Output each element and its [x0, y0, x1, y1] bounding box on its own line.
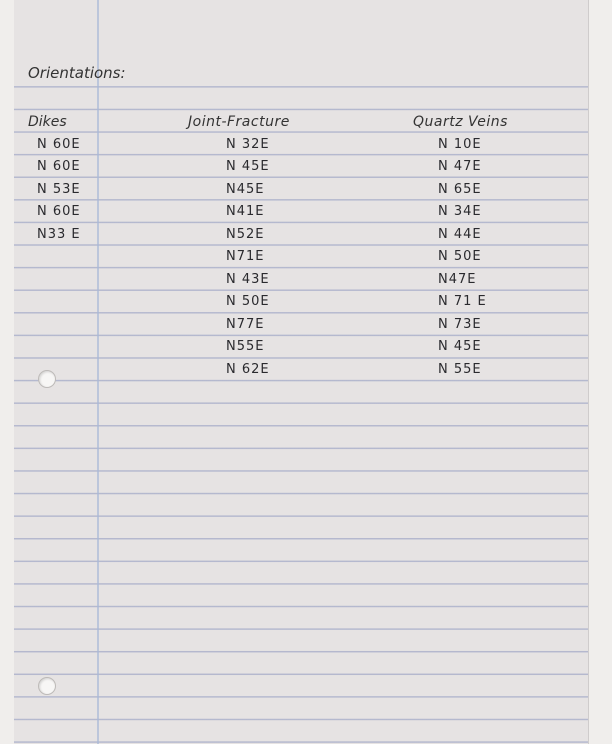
joint-fracture-entry: N 62E [226, 362, 270, 377]
joint-fracture-entry: N 32E [226, 137, 270, 152]
quartz-veins-entry: N 55E [438, 362, 482, 377]
quartz-veins-entry: N 65E [438, 182, 482, 197]
dikes-entry: N 60E [37, 137, 81, 152]
joint-fracture-entry: N77E [226, 317, 265, 332]
joint-fracture-entry: N41E [226, 204, 265, 219]
joint-fracture-entry: N45E [226, 182, 265, 197]
margin-line [97, 0, 99, 744]
joint-fracture-entry: N71E [226, 249, 265, 264]
punch-hole-icon [38, 677, 56, 695]
column-header-dikes: Dikes [28, 114, 67, 130]
joint-fracture-entry: N52E [226, 227, 265, 242]
quartz-veins-entry: N 73E [438, 317, 482, 332]
column-header-joint-fracture: Joint-Fracture [188, 114, 290, 130]
quartz-veins-entry: N 44E [438, 227, 482, 242]
quartz-veins-entry: N 50E [438, 249, 482, 264]
quartz-veins-entry: N 10E [438, 137, 482, 152]
page-heading: Orientations: [28, 64, 126, 82]
joint-fracture-entry: N 43E [226, 272, 270, 287]
column-header-quartz-veins: Quartz Veins [413, 114, 508, 130]
dikes-entry: N 60E [37, 159, 81, 174]
punch-hole-icon [38, 370, 56, 388]
joint-fracture-entry: N 45E [226, 159, 270, 174]
dikes-entry: N 53E [37, 182, 81, 197]
quartz-veins-entry: N 47E [438, 159, 482, 174]
joint-fracture-entry: N 50E [226, 294, 270, 309]
joint-fracture-entry: N55E [226, 339, 265, 354]
dikes-entry: N 60E [37, 204, 81, 219]
quartz-veins-entry: N 45E [438, 339, 482, 354]
quartz-veins-entry: N 71 E [438, 294, 487, 309]
notebook-page [14, 0, 589, 744]
quartz-veins-entry: N 34E [438, 204, 482, 219]
quartz-veins-entry: N47E [438, 272, 477, 287]
dikes-entry: N33 E [37, 227, 81, 242]
